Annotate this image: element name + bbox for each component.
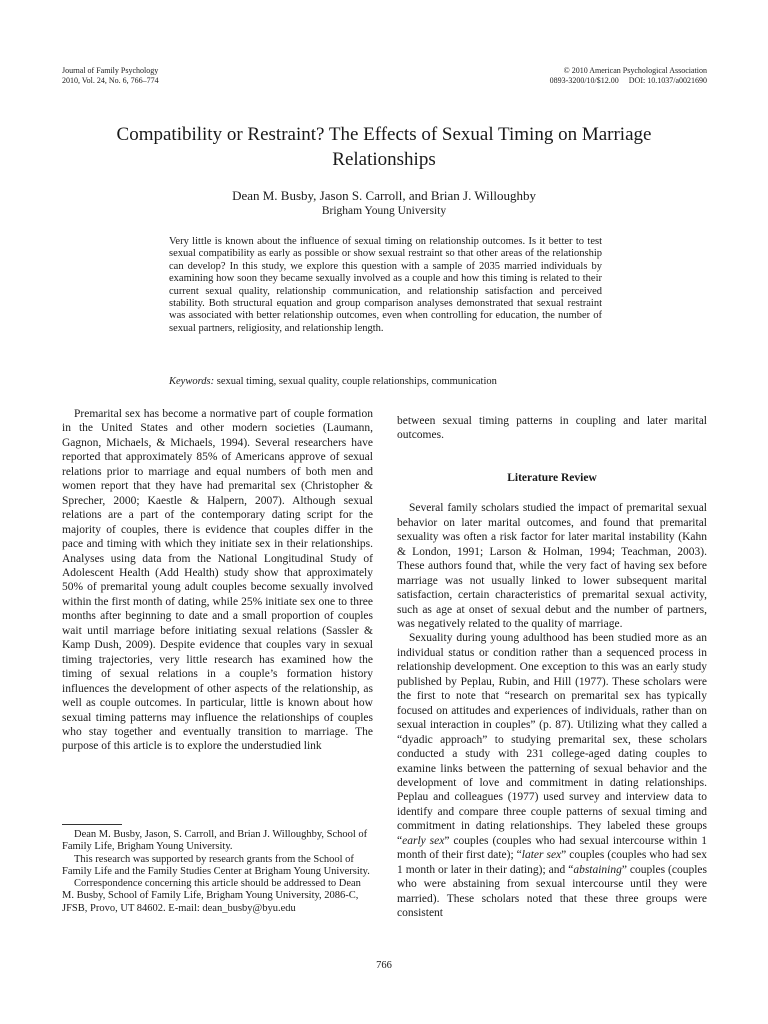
p2-text-b: ” couples (couples who had sexual intercourse within 1 month of their first date); “	[397, 834, 707, 862]
term-later-sex: later sex	[521, 849, 562, 862]
abstract-text: Very little is known about the influence of sexual timing on relationship outcomes. Is it better to test sexual compatibility as early as possible or show sexual restraint so that other areas of the relationship can develop? In this study, we explore this question with a sample of 2035 married individuals by examining how soon they became sexually involved as a couple and how this timing is related to their current sexual quality, relationship communication, and relationship satisfaction and perceived stability. Both structural equation and group comparison analyses demonstrated that sexual restraint was associated with better relationship outcomes, even when controlling for education, the number of sexual partners, religiosity, and relationship length.	[169, 236, 602, 334]
footnotes	[62, 829, 373, 915]
journal-name: Journal of Family Psychology	[62, 66, 159, 75]
term-abstaining: abstaining	[573, 863, 622, 876]
footnote-funding: This research was supported by research grants from the School of Family Life and the Family Studies Center at Brigham Young University.	[62, 853, 370, 877]
lit-review-paragraph-1: Several family scholars studied the impact of premarital sexual behavior on later marital outcomes, and found that premarital sexuality was often a risk factor for later marital instability (Kahn & London, 1991; Larson & Holman, 1994; Teachman, 2003). These authors found that, while the very fact of having sex before marriage was not usually linked to lower subsequent marital satisfaction, certain characteristics of premarital sexual activity, such as age at onset of sexual debut and the number of partners, was negatively related to the quality of marriage.	[397, 502, 707, 630]
doi-line: 0893-3200/10/$12.00 DOI: 10.1037/a0021690	[549, 76, 707, 85]
journal-volume: 2010, Vol. 24, No. 6, 766–774	[62, 76, 159, 85]
abstract	[169, 236, 602, 335]
term-early-sex: early sex	[402, 834, 445, 847]
copyright-header	[550, 66, 707, 86]
intro-paragraph: Premarital sex has become a normative part of couple formation in the United States and other modern societies (Laumann, Gagnon, Michaels, & Michaels, 1994). Several researchers have reported that approximately 85% of Americans approve of sexual relations prior to marriage and equal numbers of both men and women report that they have had premarital sex (Christopher & Sprecher, 2000; Kaestle & Halpern, 2007). Although sexual relations are a part of the contemporary dating script for the majority of couples, there is evidence that couples differ in the pace and timing with which they initiate sex in their relationships. Analyses using data from the National Longitudinal Study of Adolescent Health (Add Health) study show that approximately 50% of premarital young adult couples become sexually involved within the first month of dating, while 25% initiate sex one to three months after beginning to date and a small proportion of couples wait until marriage before initiating sexual relations (Sassler & Kamp Dush, 2009). Despite evidence that couples vary in sexual timing trajectories, very little research has examined how the timing of sexual relations in a couple’s formation history influences the development of other aspects of the relationship, as well as couple outcomes. In particular, little is known about how sexual timing patterns may influence the relationships of couples who stay together and eventually transition to marriage. The purpose of this article is to explore the understudied link	[62, 408, 373, 753]
right-column	[397, 414, 707, 921]
keywords-label: Keywords:	[169, 376, 215, 387]
journal-header	[62, 66, 159, 86]
affiliation: Brigham Young University	[321, 205, 447, 217]
p2-text-d: ” couples (couples who were abstaining from sexual intercourse until they were married). These scholars noted that these three groups were consistent	[397, 863, 707, 920]
keywords	[169, 375, 602, 388]
p2-text-c: ” couples (couples who had sex 1 month or later in their dating); and “	[397, 849, 707, 876]
footnote-divider	[62, 824, 122, 825]
page-number: 766	[376, 960, 392, 971]
intro-continuation: between sexual timing patterns in coupling and later marital outcomes.	[397, 415, 707, 442]
copyright-line: © 2010 American Psychological Association	[563, 66, 707, 75]
left-column	[62, 407, 373, 754]
footnote-correspondence: Correspondence concerning this article should be addressed to Dean M. Busby, School of Family Life, Brigham Young University, 2086-C, JFSB, Provo, UT 84602. E-mail: dean_busby@byu.edu	[62, 878, 361, 914]
section-heading: Literature Review	[507, 471, 597, 484]
keywords-text: sexual timing, sexual quality, couple relationships, communication	[216, 376, 497, 387]
lit-review-paragraph-2	[397, 631, 707, 920]
author-list: Dean M. Busby, Jason S. Carroll, and Brian J. Willoughby	[232, 188, 536, 203]
footnote-affiliation: Dean M. Busby, Jason, S. Carroll, and Brian J. Willoughby, School of Family Life, Brigham Young University.	[62, 829, 368, 853]
p2-text-a: Sexuality during young adulthood has been studied more as an individual status or condition rather than a sequenced process in relationship development. One exception to this was an early study published by Peplau, Rubin, and Hill (1977). These scholars were the first to note that “research on premarital sex has typically focused on attitudes and experiences of individuals, rather than on sexual interaction in couples” (p. 87). Utilizing what they called a “dyadic approach” to studying premarital sex, these scholars conducted a study with 231 college-aged dating couples to examine links between the patterning of sexual behavior and the development of love and commitment in dating relationships. Peplau and colleagues (1977) used survey and interview data to identify and compare three couple patterns of sexual timing and commitment in dating relationships. They labeled these groups “	[397, 632, 707, 847]
article-title: Compatibility or Restraint? The Effects of Sexual Timing on Marriage Relationships	[116, 124, 652, 170]
